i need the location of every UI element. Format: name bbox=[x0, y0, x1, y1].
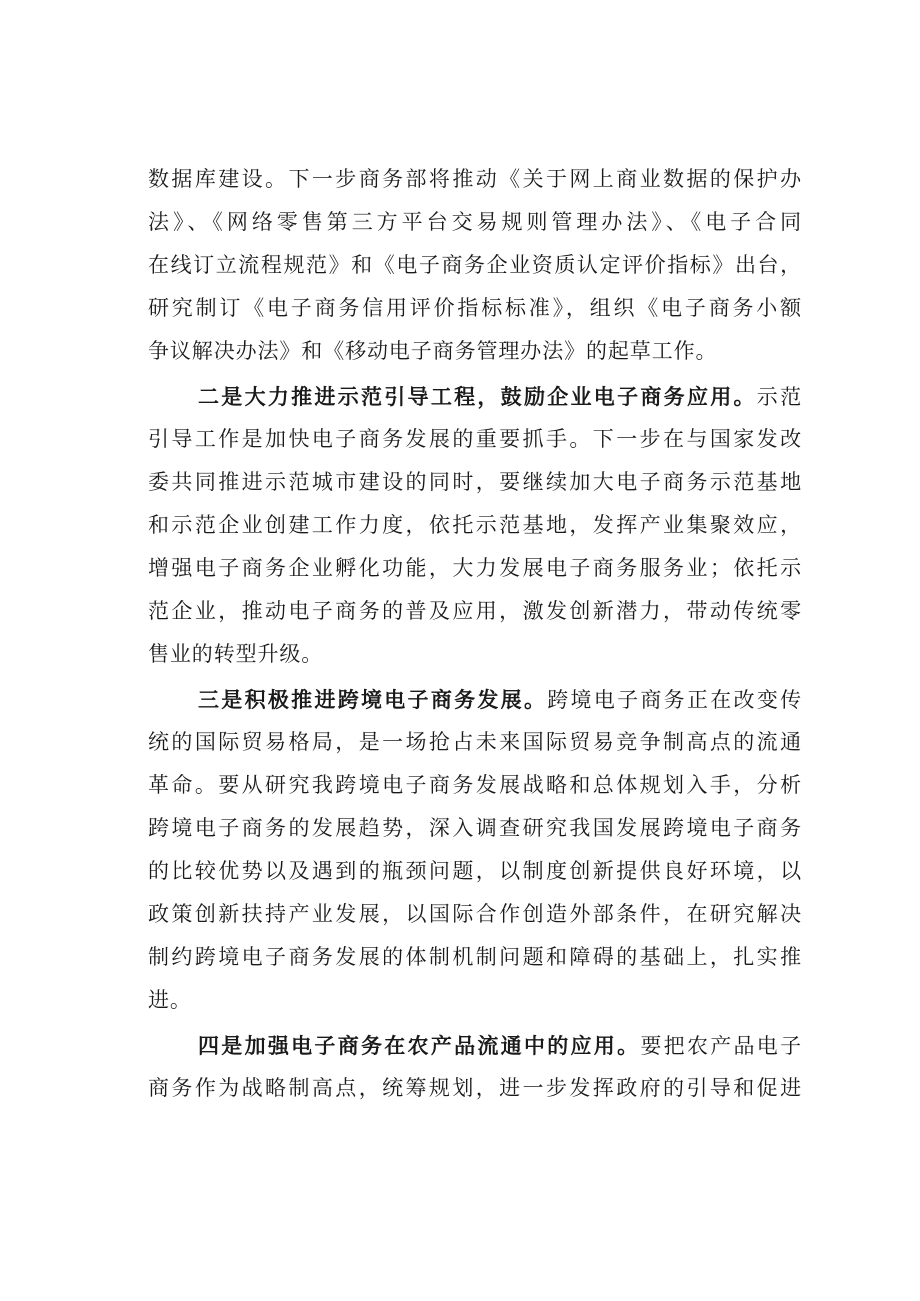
text-line: 引导工作是加快电子商务发展的重要抓手。下一步在与国家发改 bbox=[148, 427, 802, 451]
paragraph-3 bbox=[148, 678, 802, 1022]
text-line: 的比较优势以及遇到的瓶颈问题，以制度创新提供良好环境，以 bbox=[148, 859, 802, 883]
text-line: 增强电子商务企业孵化功能，大力发展电子商务服务业；依托示 bbox=[148, 556, 802, 580]
text-line: 政策创新扶持产业发展，以国际合作创造外部条件，在研究解决 bbox=[148, 902, 802, 926]
paragraph-2 bbox=[148, 375, 802, 676]
text-line: 进。 bbox=[148, 988, 192, 1012]
text-line: 售业的转型升级。 bbox=[148, 642, 324, 666]
text-line: 革命。要从研究我跨境电子商务发展战略和总体规划入手，分析 bbox=[148, 773, 802, 797]
paragraph-1 bbox=[148, 158, 802, 373]
text-line: 制约跨境电子商务发展的体制机制问题和障碍的基础上，扎实推 bbox=[148, 945, 802, 969]
text-line: 在线订立流程规范》和《电子商务企业资质认定评价指标》出台， bbox=[148, 253, 802, 277]
body-text bbox=[148, 158, 802, 1110]
text-line: 委共同推进示范城市建设的同时，要继续加大电子商务示范基地 bbox=[148, 470, 802, 494]
text-line: 四是加强电子商务在农产品流通中的应用。要把农产品电子 bbox=[198, 1033, 802, 1058]
text-line: 研究制订《电子商务信用评价指标标准》，组织《电子商务小额 bbox=[148, 296, 802, 320]
text-line: 三是积极推进跨境电子商务发展。跨境电子商务正在改变传 bbox=[198, 687, 803, 712]
text-line: 二是大力推进示范引导工程，鼓励企业电子商务应用。示范 bbox=[198, 384, 802, 409]
paragraph-heading: 三是积极推进跨境电子商务发展。 bbox=[198, 687, 548, 712]
text-line: 法》、《网络零售第三方平台交易规则管理办法》、《电子合同 bbox=[148, 210, 802, 234]
text-line: 和示范企业创建工作力度，依托示范基地，发挥产业集聚效应， bbox=[148, 513, 802, 537]
paragraph-heading: 四是加强电子商务在农产品流通中的应用。 bbox=[198, 1033, 641, 1058]
text-line: 数据库建设。下一步商务部将推动《关于网上商业数据的保护办 bbox=[148, 167, 802, 191]
text-line: 跨境电子商务的发展趋势，深入调查研究我国发展跨境电子商务 bbox=[148, 816, 802, 840]
paragraph-4 bbox=[148, 1024, 802, 1110]
paragraph-heading: 二是大力推进示范引导工程，鼓励企业电子商务应用。 bbox=[198, 384, 757, 409]
text-line: 范企业，推动电子商务的普及应用，激发创新潜力，带动传统零 bbox=[148, 599, 802, 623]
text-line: 统的国际贸易格局，是一场抢占未来国际贸易竞争制高点的流通 bbox=[148, 730, 802, 754]
text-line: 商务作为战略制高点，统筹规划，进一步发挥政府的引导和促进 bbox=[148, 1076, 802, 1100]
text-line: 争议解决办法》和《移动电子商务管理办法》的起草工作。 bbox=[148, 339, 718, 363]
